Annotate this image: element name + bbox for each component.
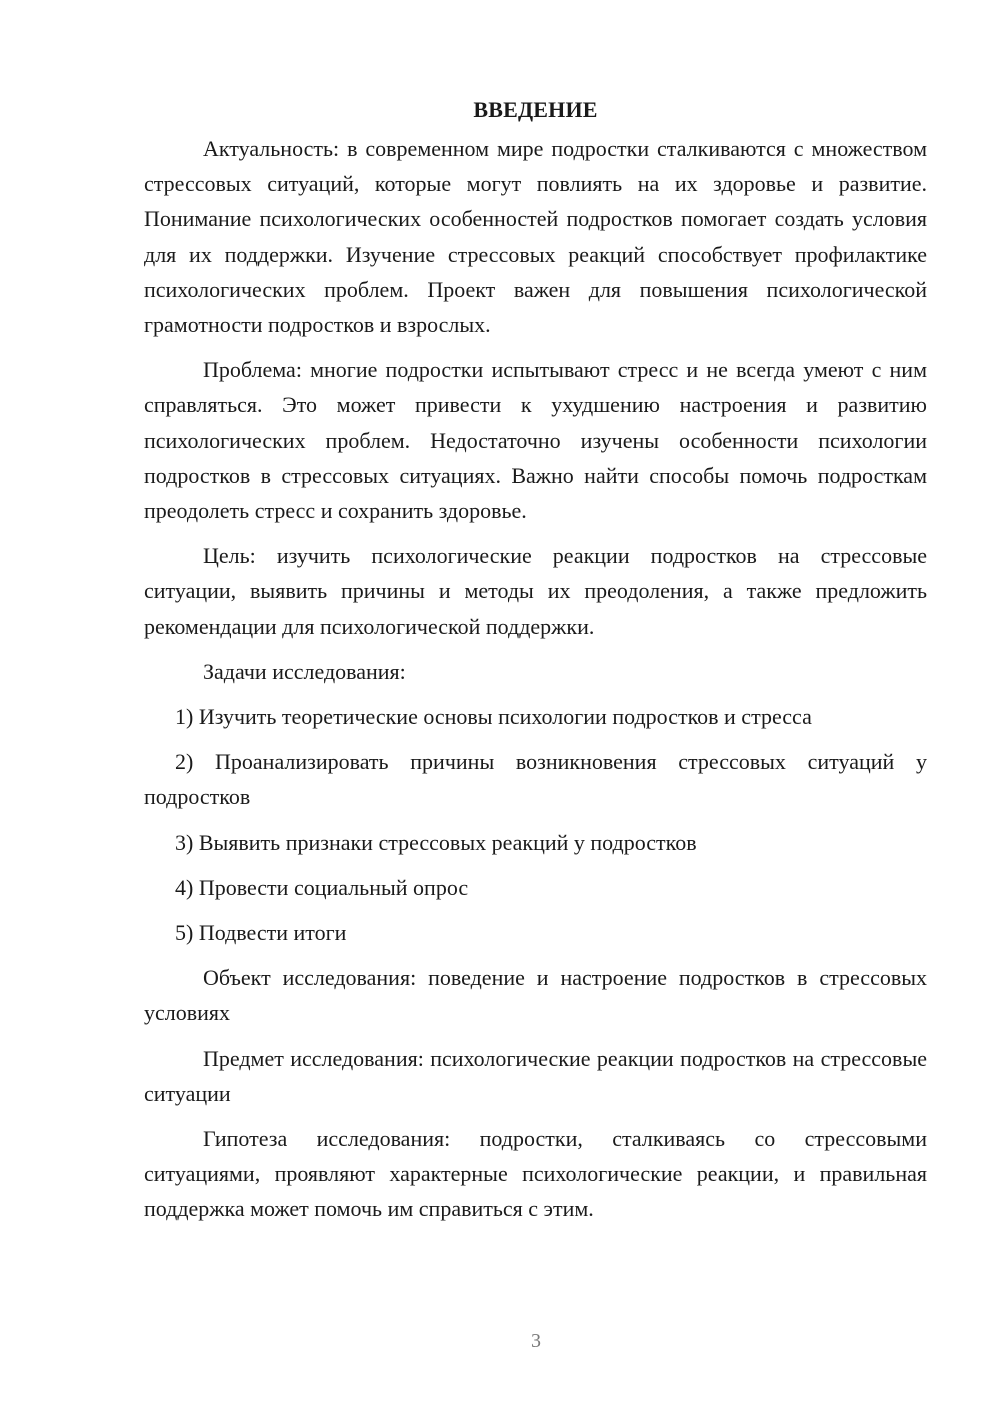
paragraph-subject: Предмет исследования: психологические реакции подростков на стрессовые ситуации (144, 1045, 927, 1106)
paragraph-goal: Цель: изучить психологические реакции подростков на стрессовые ситуации, выявить причины и методы их преодоления, а также предложить рекомендации для психологической поддержки. (144, 543, 927, 639)
document-page (144, 92, 927, 1237)
paragraph-tasks-heading: Задачи исследования: (203, 658, 406, 684)
task-item-4: 4) Провести социальный опрос (175, 874, 469, 900)
task-item-5: 5) Подвести итоги (175, 920, 347, 946)
task-item-2: 2) Проанализировать причины возникновения стрессовых ситуаций у подростков (144, 749, 927, 810)
paragraph-object: Объект исследования: поведение и настроение подростков в стрессовых условиях (144, 965, 927, 1026)
paragraph-relevance: Актуальность: в современном мире подростки сталкиваются с множеством стрессовых ситуаций, которые могут повлиять на их здоровье и развитие. Понимание психологических особенностей подростков помогает создать условия для их поддержки. Изучение стрессовых реакций способствует профилактике психологических проблем. Проект важен для повышения психологической грамотности подростков и взрослых. (144, 136, 927, 338)
task-item-3: 3) Выявить признаки стрессовых реакций у подростков (175, 829, 697, 855)
paragraph-hypothesis: Гипотеза исследования: подростки, сталкиваясь со стрессовыми ситуациями, проявляют характерные психологические реакции, и правильная поддержка может помочь им справиться с этим. (144, 1126, 927, 1222)
paragraph-problem: Проблема: многие подростки испытывают стресс и не всегда умеют с ним справляться. Это может привести к ухудшению настроения и развитию психологических проблем. Недостаточно изучены особенности психологии подростков в стрессовых ситуациях. Важно найти способы помочь подросткам преодолеть стресс и сохранить здоровье. (144, 357, 927, 524)
page-title: ВВЕДЕНИЕ (473, 97, 598, 122)
page-number: 3 (531, 1330, 541, 1352)
task-item-1: 1) Изучить теоретические основы психологии подростков и стресса (175, 704, 812, 730)
